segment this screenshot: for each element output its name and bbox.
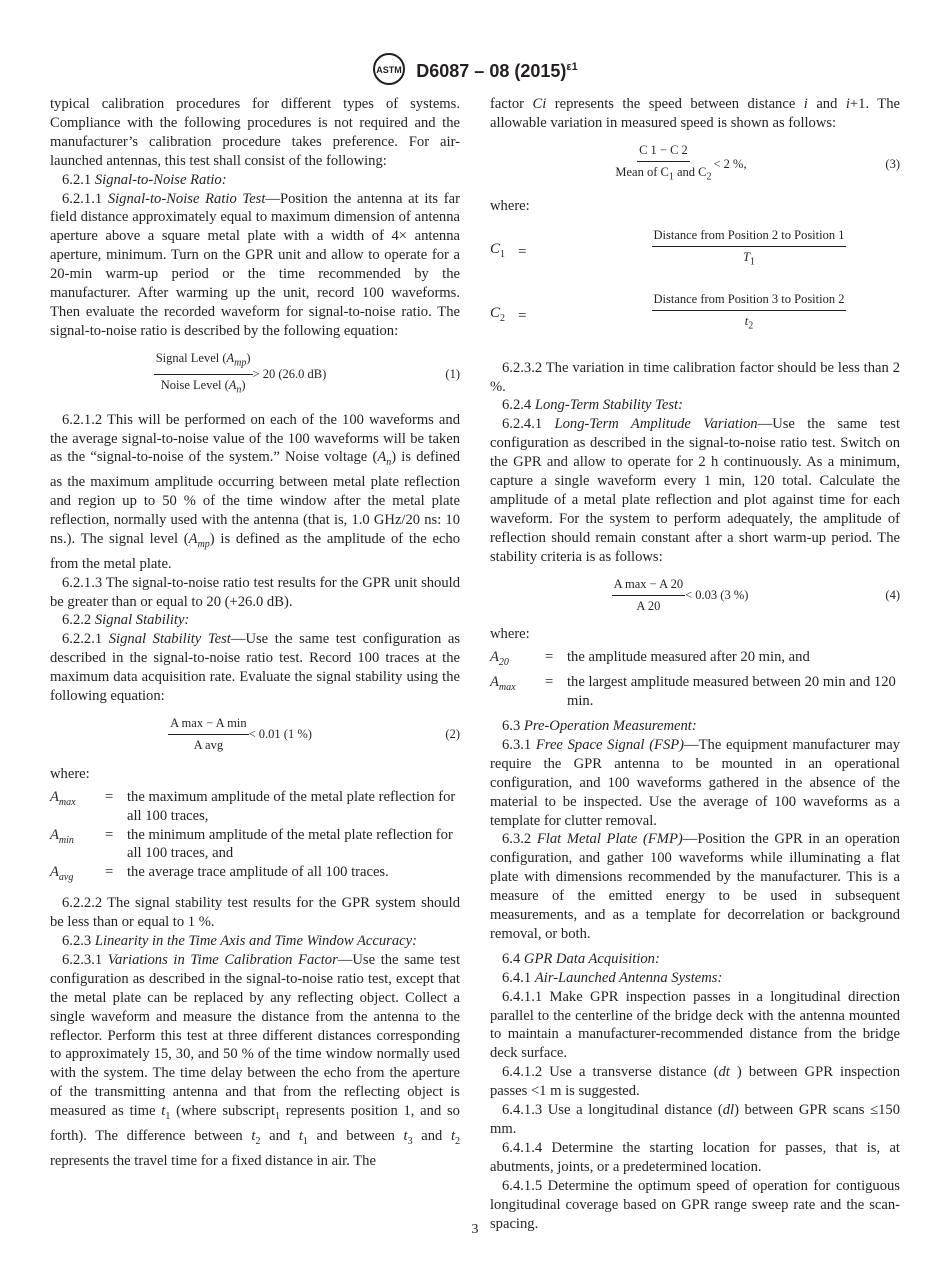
where-label: where:: [490, 626, 530, 643]
section-6-2-3-2: 6.2.3.2 The variation in time calibration factor should be less than 2 %.: [490, 359, 900, 395]
definition-row: $A_{avg}$ = the average trace amplitude of all 100 traces.: [50, 864, 389, 884]
page-number: 3: [471, 1222, 479, 1237]
section-6-4-1: 6.4.1 Air-Launched Antenna Systems:: [502, 969, 723, 986]
section-6-4: 6.4 GPR Data Acquisition:: [502, 950, 660, 967]
section-6-2-2-2: 6.2.2.2 The signal stability test results for the GPR system should be less than or equal to 1 %.: [50, 895, 460, 931]
section-6-2-1-3: 6.2.1.3 The signal-to-noise ratio test results for the GPR unit should be greater than or equal to 20 (+26.0 dB).: [50, 574, 460, 610]
equation-3: $\frac{C 1 - C 2}{Mean of C_1 and C_2}$ < 2 %, (3): [615, 142, 900, 183]
equation-2: $\frac{\text{A max − A min}}{\text{A avg}}$ < 0.01 (1 %) (2): [170, 716, 460, 752]
definition-row: $A_{20}$ = the amplitude measured after 20 min, and: [490, 649, 810, 669]
definition-row: $A_{max}$ = the maximum amplitude of the metal plate reflection for all 100 traces,: [50, 788, 456, 824]
equation-4: $\frac{\text{A max − A 20}}{A 20}$ < 0.03 (3 %) (4): [613, 576, 900, 613]
astm-logo: [372, 52, 406, 91]
equation-1: $\frac{Signal Level (A_{mp})}{Noise Level (A_n)}$ > 20 (26.0 dB) (1): [155, 350, 460, 396]
section-6-4-1-2: 6.4.1.2 Use a transverse distance (dt ) between GPR inspection passes <1 m is suggested.: [490, 1064, 900, 1100]
section-6-2-2: 6.2.2 Signal Stability:: [62, 612, 190, 629]
equation-number: (4): [885, 587, 900, 602]
variable-definitions: [490, 648, 900, 711]
definition-row: $C_2$ = $\frac{\text{Distance from Position 3 to Position 2}}{t_2}$: [490, 292, 845, 332]
section-6-2-1: 6.2.1 Signal-to-Noise Ratio:: [62, 171, 227, 188]
speed-definitions: [490, 220, 900, 349]
svg-text:ASTM: ASTM: [376, 65, 403, 75]
section-6-2-3: 6.2.3 Linearity in the Time Axis and Time Window Accuracy:: [62, 932, 417, 949]
section-6-4-1-5: 6.4.1.5 Determine the optimum speed of operation for contiguous longitudinal coverage based on GPR range sweep rate and the scan-spacing.: [490, 1177, 900, 1232]
definition-row: $A_{min}$ = the minimum amplitude of the metal plate reflection for all 100 traces, and: [50, 826, 453, 862]
section-6-4-1-3: 6.4.1.3 Use a longitudinal distance (dl) between GPR scans ≤150 mm.: [490, 1102, 900, 1137]
section-6-2-4: 6.2.4 Long-Term Stability Test:: [502, 397, 683, 414]
section-6-4-1-1: 6.4.1.1 Make GPR inspection passes in a longitudinal direction parallel to the centerline of the bridge deck with the antenna mounted to maintain a manufacturer-recommended distance from the bridge deck surface.: [490, 988, 900, 1062]
standard-designation: D6087 – 08 $(2015)^{\varepsilon 1}$: [416, 61, 578, 81]
paragraph: factor Ci represents the speed between distance i and i+1. The allowable variation in measured speed is shown as follows:: [490, 96, 900, 131]
variable-definitions: [50, 788, 460, 888]
section-6-2-1-1: 6.2.1.1 Signal-to-Noise Ratio Test—Position the antenna at its far field distance approximately equal to maximum dimension of antenna aperture above a square metal plate with a width of 4× antenna aperture, minimum. Turn on the GPR unit and allow to operate for a 20-min warm-up period or the time recommended by the manufacturer. After warming up the unit, record 100 waveforms. Then evaluate the recorded waveform for signal-to-noise ratio. The signal-to-noise ratio is described by the following equation:: [50, 190, 460, 339]
section-6-4-1-4: 6.4.1.4 Determine the starting location for passes, that is, at abutments, joints, or a predetermined location.: [490, 1139, 900, 1175]
page-header: [0, 52, 950, 91]
section-6-2-3-1: 6.2.3.1 Variations in Time Calibration Factor—Use the same test configuration as described in the signal-to-noise ratio test, except that the metal plate can be replaced by any reflecting object. Collect a single waveform and measure the distance from the antenna to the reflector. Perform this test at three different distances corresponding to approximately 15, 30, and 50 % of the time window normally used with the system. The time delay between the echo from the aperture of the transmitting antenna and that from the reflecting object is measured as time $t_1$ (where subscript$_1$ represents position 1, and so forth). The difference between $t_2$ and $t_1$ and between $t_3$ and $t_2$ represents the travel time for a fixed distance in air. The: [50, 951, 461, 1169]
paragraph: typical calibration procedures for different types of systems. Compliance with the following procedures is not required and the manufacturer’s calibration procedure takes preference. For air-launched antennas, this test shall consist of the following:: [50, 96, 460, 169]
where-label: where:: [50, 765, 90, 782]
section-6-3-1: 6.3.1 Free Space Signal (FSP)—The equipment manufacturer may require the GPR antenna to be mounted in an operational configuration, and 100 waveforms gathered in the absence of the material to be inspected. Use the average of 100 waveforms as a template for clutter removal.: [490, 736, 900, 829]
section-6-2-1-2: 6.2.1.2 This will be performed on each of the 100 waveforms and the average signal-to-noise value of the 100 waveforms will be taken as the “signal-to-noise of the system.” Noise voltage $(A_n)$ is defined as the maximum amplitude occurring between metal plate reflection and region up to 50 % of the time window after the metal plate reflection, normally used with the antenna (that is, 1.0 GHz/20 ns: 10 ns.). The signal level $(A_{mp})$ is defined as the amplitude of the echo from the metal plate.: [50, 411, 461, 572]
definition-row: $A_{max}$ = the largest amplitude measured between 20 min and 120 min.: [490, 674, 896, 710]
where-label: where:: [490, 198, 530, 215]
section-6-2-2-1: 6.2.2.1 Signal Stability Test—Use the same test configuration as described in the signal-to-noise ratio test. Record 100 traces at the maximum data acquisition rate. Evaluate the signal stability using the following equation:: [50, 631, 460, 705]
right-column: [490, 95, 900, 1233]
definition-row: $C_1$ = $\frac{\text{Distance from Position 2 to Position 1}}{T_1}$: [490, 228, 845, 268]
section-6-3: 6.3 Pre-Operation Measurement:: [502, 717, 697, 734]
left-column: [50, 95, 460, 1171]
equation-number: (1): [445, 367, 460, 382]
section-6-2-4-1: 6.2.4.1 Long-Term Amplitude Variation—Use the same test configuration as described in the signal-to-noise ratio test. Switch on the GPR and allow to operate for 2 h continuously. As a minimum, capture a single waveform every 1 min, 120 total. Calculate the amplitude of a metal plate reflection and plot against time for each waveform. For the system to perform adequately, the amplitude of reflection should remain constant after a short warm-up period. The stability criteria is as follows:: [490, 416, 901, 565]
section-6-3-2: 6.3.2 Flat Metal Plate (FMP)—Position the GPR in an operation configuration, and gather 100 waveforms while illuminating a flat plate with dimensions recommended by the manufacturer. This is a measure of the emitted energy to be used in subsequent measurements, and as a template for decorrelation or background removal, or both.: [490, 831, 900, 942]
equation-number: (2): [445, 726, 460, 741]
equation-number: (3): [885, 156, 900, 171]
